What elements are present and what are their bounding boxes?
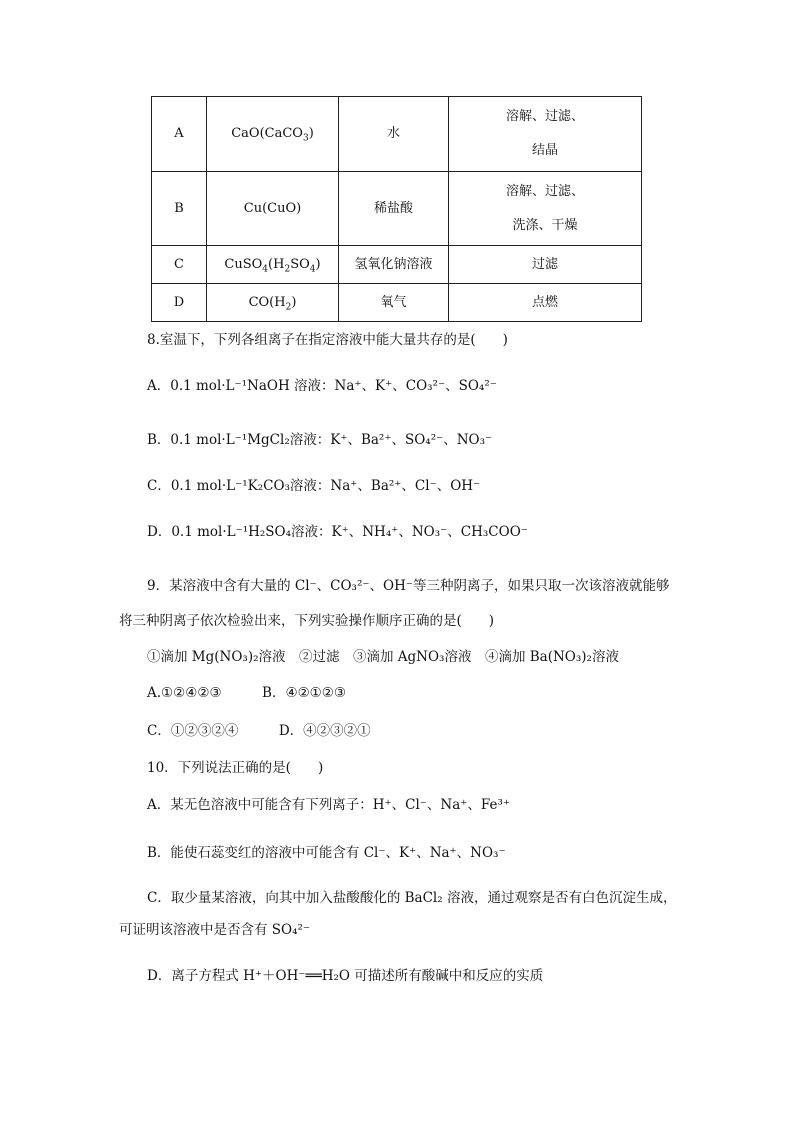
q10-option-c-line2: 可证明该溶液中是否含有 SO₄²⁻ — [119, 922, 311, 938]
table-row — [152, 172, 642, 246]
substance-cell: CaO(CaCO$_3$) — [207, 97, 339, 172]
reagent-cell: 水 — [339, 97, 449, 172]
q9-operations: ①滴加 Mg(NO₃)₂溶液 ②过滤 ③滴加 AgNO₃溶液 ④滴加 Ba(NO₃)₂溶液 — [147, 649, 619, 665]
q8-option-a: A．0.1 mol·L⁻¹NaOH 溶液：Na⁺、K⁺、CO₃²⁻、SO₄²⁻ — [147, 378, 497, 394]
q10-option-b: B．能使石蕊变红的溶液中可能含有 Cl⁻、K⁺、Na⁺、NO₃⁻ — [147, 845, 506, 861]
q9-stem-line1: 9．某溶液中含有大量的 Cl⁻、CO₃²⁻、OH⁻等三种阴离子，如果只取一次该溶液就能够 — [147, 578, 670, 594]
option-cell: D — [152, 284, 207, 322]
q8-option-c: C．0.1 mol·L⁻¹K₂CO₃溶液：Na⁺、Ba²⁺、Cl⁻、OH⁻ — [147, 478, 481, 494]
separation-table — [151, 96, 642, 322]
q9-stem-line2: 将三种阴离子依次检验出来，下列实验操作顺序正确的是( ) — [119, 613, 495, 629]
q10-option-d: D．离子方程式 H⁺＋OH⁻══H₂O 可描述所有酸碱中和反应的实质 — [147, 968, 544, 984]
option-cell: C — [152, 246, 207, 284]
method-cell: 溶解、过滤、 洗涤、干燥 — [449, 172, 642, 246]
option-cell: A — [152, 97, 207, 172]
q9-options-ab: A.①②④②③ B．④②①②③ — [147, 685, 346, 701]
q10-option-c-line1: C．取少量某溶液，向其中加入盐酸酸化的 BaCl₂ 溶液，通过观察是否有白色沉淀生成， — [147, 890, 677, 906]
q8-stem: 8.室温下，下列各组离子在指定溶液中能大量共存的是( ) — [147, 332, 508, 348]
substance-cell: Cu(CuO) — [207, 172, 339, 246]
q8-option-b: B．0.1 mol·L⁻¹MgCl₂溶液：K⁺、Ba²⁺、SO₄²⁻、NO₃⁻ — [147, 432, 493, 448]
method-cell: 过滤 — [449, 246, 642, 284]
table-row — [152, 284, 642, 322]
reagent-cell: 稀盐酸 — [339, 172, 449, 246]
reagent-cell: 氧气 — [339, 284, 449, 322]
q9-options-cd: C．①②③②④ D．④②③②① — [147, 723, 371, 739]
method-cell: 溶解、过滤、 结晶 — [449, 97, 642, 172]
method-cell: 点燃 — [449, 284, 642, 322]
substance-cell: $CO(H_2)$ — [207, 284, 339, 322]
option-cell: B — [152, 172, 207, 246]
q10-stem: 10．下列说法正确的是( ) — [147, 760, 324, 776]
q10-option-a: A．某无色溶液中可能含有下列离子：H⁺、Cl⁻、Na⁺、Fe³⁺ — [147, 797, 511, 813]
table-row — [152, 97, 642, 172]
reagent-cell: 氢氧化钠溶液 — [339, 246, 449, 284]
q8-option-d: D．0.1 mol·L⁻¹H₂SO₄溶液：K⁺、NH₄⁺、NO₃⁻、CH₃COO⁻ — [147, 524, 528, 540]
table-row — [152, 246, 642, 284]
substance-cell: $CuSO_4(H_2SO_4)$ — [207, 246, 339, 284]
